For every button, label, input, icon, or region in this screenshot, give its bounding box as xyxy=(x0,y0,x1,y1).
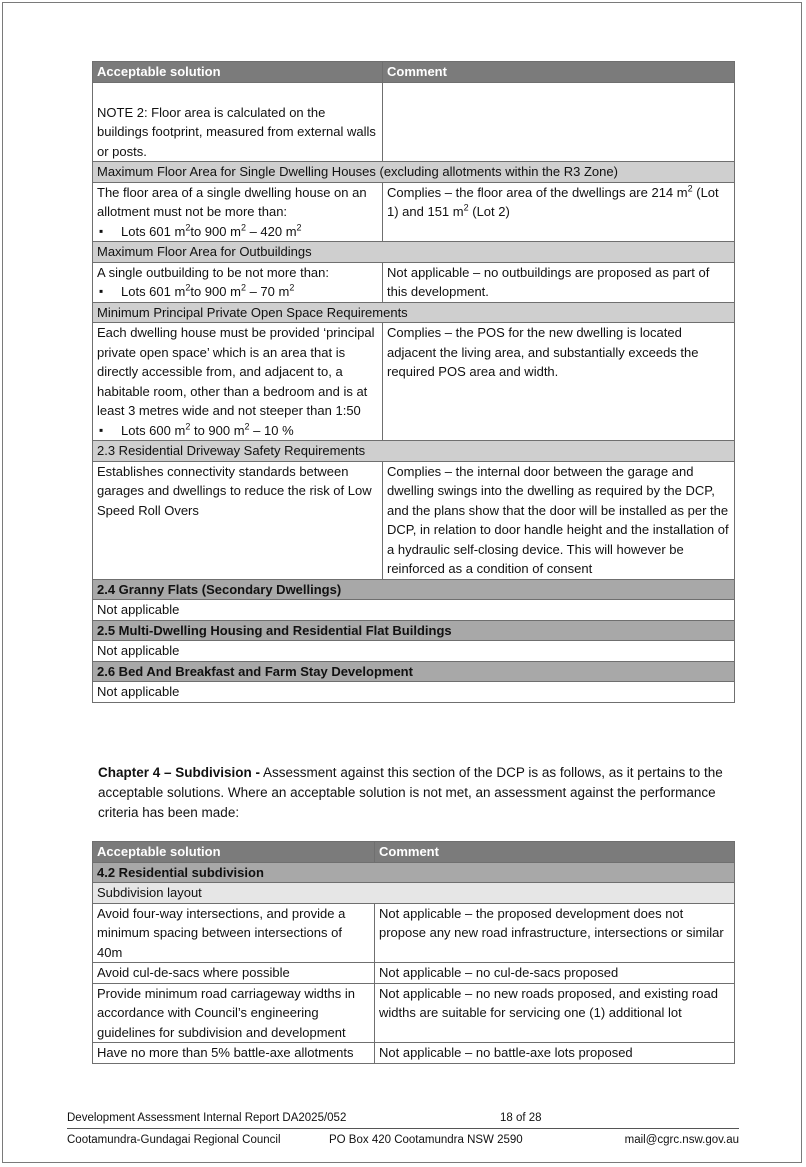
section-row xyxy=(93,661,735,682)
table-row xyxy=(93,903,735,963)
section-row xyxy=(93,620,735,641)
section-multi-dwelling: 2.5 Multi-Dwelling Housing and Residential Flat Buildings xyxy=(93,620,735,641)
section-row xyxy=(93,242,735,263)
footer-email: mail@cgrc.nsw.gov.au xyxy=(624,1134,739,1146)
section-residential-subdivision: 4.2 Residential subdivision xyxy=(93,862,735,883)
bed-and-breakfast-value: Not applicable xyxy=(93,682,735,703)
driveway-requirement: Establishes connectivity standards between garages and dwellings to reduce the risk of Low Speed Roll Overs xyxy=(93,461,383,579)
section-row xyxy=(93,162,735,183)
footer-postal-address: PO Box 420 Cootamundra NSW 2590 xyxy=(329,1134,523,1146)
pos-requirement: Each dwelling house must be provided ‘principal private open space’ which is an area that is directly accessible from, and adjacent to, a habitable room, other than a bedroom and is at least 3 metres wide and not steeper than 1:50 xyxy=(97,325,375,418)
chapter4-intro-text: Assessment against this section of the DCP is as follows, as it pertains to the acceptable solutions. Where an acceptable solution is not met, an assessment against the performance criteria has been made: xyxy=(98,765,723,820)
section-granny-flats: 2.4 Granny Flats (Secondary Dwellings) xyxy=(93,579,735,600)
table-row xyxy=(93,82,735,162)
table-row xyxy=(93,461,735,579)
section-bed-and-breakfast: 2.6 Bed And Breakfast and Farm Stay Development xyxy=(93,661,735,682)
pos-comment: Complies – the POS for the new dwelling is located adjacent the living area, and substantially exceeds the required POS area and width. xyxy=(383,323,735,441)
table-row xyxy=(93,1043,735,1064)
footer-report-line xyxy=(67,1112,739,1124)
comment-cell: Not applicable – no battle-axe lots proposed xyxy=(375,1043,735,1064)
granny-flats-value: Not applicable xyxy=(93,600,735,621)
outbuilding-bullet: ▪ Lots 601 $m^2to$ 900 $m^2 - 70$ $m^2$ xyxy=(97,282,378,302)
acceptable-solutions-table-chapter4 xyxy=(92,841,735,1064)
floor-bullet: ▪ Lots 601 $m^2to$ 900 $m^2 - 420$ $m^2$ xyxy=(97,222,378,242)
chapter4-intro-paragraph xyxy=(98,763,748,823)
section-row xyxy=(93,862,735,883)
section-driveway-safety: 2.3 Residential Driveway Safety Requirements xyxy=(93,441,735,462)
table-header-row xyxy=(93,62,735,83)
table-row xyxy=(93,983,735,1043)
chapter4-heading: Chapter 4 – Subdivision - xyxy=(98,765,261,780)
comment-cell: Not applicable – the proposed development does not propose any new road infrastructure, intersections or similar xyxy=(375,903,735,963)
note2-text: NOTE 2: Floor area is calculated on the buildings footprint, measured from external walls or posts. xyxy=(93,82,383,162)
acceptable-solutions-table-chapter2 xyxy=(92,61,735,703)
table-row xyxy=(93,182,735,242)
floor-requirement: The floor area of a single dwelling house on an allotment must not be more than: xyxy=(97,184,367,219)
requirement-cell: Avoid four-way intersections, and provide a minimum spacing between intersections of 40m xyxy=(93,903,375,963)
footer-contact-line xyxy=(67,1134,739,1146)
floor-comment: Complies – the floor area of the dwellings are 214 $m^2$ (Lot 1) and 151 $m^2$ (Lot 2) xyxy=(383,182,735,242)
multi-dwelling-value: Not applicable xyxy=(93,641,735,662)
requirement-cell: Provide minimum road carriageway widths in accordance with Council’s engineering guidelines for subdivision and development xyxy=(93,983,375,1043)
table-header-row xyxy=(93,842,735,863)
pos-bullet: ▪ Lots 600 $m^2$ to 900 $m^2 - 10$ % xyxy=(97,421,378,441)
section-floor-area: Maximum Floor Area for Single Dwelling Houses (excluding allotments within the R3 Zone) xyxy=(93,162,735,183)
footer-page-number: 18 of 28 xyxy=(500,1112,542,1124)
table-row xyxy=(93,641,735,662)
footer-report-title: Development Assessment Internal Report DA2025/052 xyxy=(67,1112,347,1124)
table-row xyxy=(93,262,735,302)
section-outbuildings: Maximum Floor Area for Outbuildings xyxy=(93,242,735,263)
section-row xyxy=(93,579,735,600)
footer-council-name: Cootamundra-Gundagai Regional Council xyxy=(67,1134,281,1146)
table-row xyxy=(93,323,735,441)
requirement-cell: Avoid cul-de-sacs where possible xyxy=(93,963,375,984)
table-row xyxy=(93,600,735,621)
driveway-comment: Complies – the internal door between the garage and dwelling swings into the dwelling as required by the DCP, and the plans show that the door will be installed as per the DCP, in relation to door handle height and the installation of a hydraulic self-closing device. This will however be reinforced as a condition of consent xyxy=(383,461,735,579)
header-comment: Comment xyxy=(375,842,735,863)
subsection-subdivision-layout: Subdivision layout xyxy=(93,883,735,904)
section-row xyxy=(93,441,735,462)
table-row xyxy=(93,963,735,984)
footer-divider xyxy=(67,1128,739,1129)
outbuilding-requirement: A single outbuilding to be not more than: xyxy=(97,264,329,280)
section-row xyxy=(93,302,735,323)
section-private-open-space: Minimum Principal Private Open Space Requirements xyxy=(93,302,735,323)
outbuilding-comment: Not applicable – no outbuildings are proposed as part of this development. xyxy=(383,262,735,302)
table-row xyxy=(93,682,735,703)
header-acceptable-solution: Acceptable solution xyxy=(93,62,383,83)
comment-cell: Not applicable – no new roads proposed, and existing road widths are suitable for servicing one (1) additional lot xyxy=(375,983,735,1043)
header-acceptable-solution: Acceptable solution xyxy=(93,842,375,863)
subsection-row xyxy=(93,883,735,904)
header-comment: Comment xyxy=(383,62,735,83)
comment-cell: Not applicable – no cul-de-sacs proposed xyxy=(375,963,735,984)
requirement-cell: Have no more than 5% battle-axe allotments xyxy=(93,1043,375,1064)
